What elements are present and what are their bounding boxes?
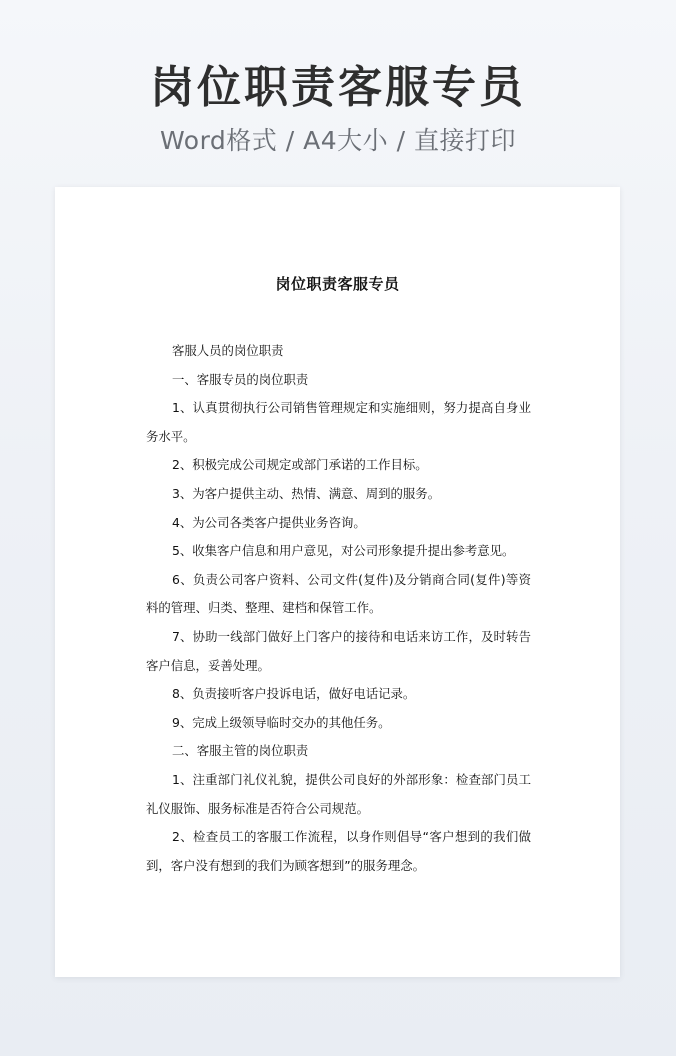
paragraph: 客服人员的岗位职责	[172, 343, 284, 358]
paragraph: 6、负责公司客户资料、公司文件(复件)及分销商合同(复件)等资料的管理、归类、整理、建档和保管工作。	[146, 571, 531, 616]
document-page	[55, 187, 620, 977]
banner-title: 岗位职责客服专员	[150, 62, 526, 113]
section-heading: 二、客服主管的岗位职责	[172, 743, 309, 759]
document-body	[146, 337, 531, 880]
paragraph: 3、为客户提供主动、热情、满意、周到的服务。	[172, 485, 441, 501]
paragraph: 5、收集客户信息和用户意见，对公司形象提升提出参考意见。	[172, 543, 515, 559]
banner	[0, 58, 676, 158]
paragraph: 1、注重部门礼仪礼貌，提供公司良好的外部形象：检查部门员工礼仪服饰、服务标准是否符合公司规范。	[146, 771, 531, 816]
document-title: 岗位职责客服专员	[275, 275, 400, 293]
paragraph: 7、协助一线部门做好上门客户的接待和电话来访工作，及时转告客户信息，妥善处理。	[146, 628, 531, 673]
paragraph: 9、完成上级领导临时交办的其他任务。	[172, 714, 391, 730]
paragraph: 4、为公司各类客户提供业务咨询。	[172, 514, 366, 530]
paragraph: 2、检查员工的客服工作流程，以身作则倡导“客户想到的我们做到，客户没有想到的我们为顾客想到”的服务理念。	[146, 829, 531, 873]
paragraph: 2、积极完成公司规定或部门承诺的工作目标。	[172, 457, 428, 473]
section-heading: 一、客服专员的岗位职责	[172, 371, 309, 387]
paragraph: 8、负责接听客户投诉电话，做好电话记录。	[172, 686, 416, 702]
banner-subtitle: Word格式 / A4大小 / 直接打印	[160, 126, 516, 155]
paragraph: 1、认真贯彻执行公司销售管理规定和实施细则，努力提高自身业务水平。	[146, 400, 531, 444]
